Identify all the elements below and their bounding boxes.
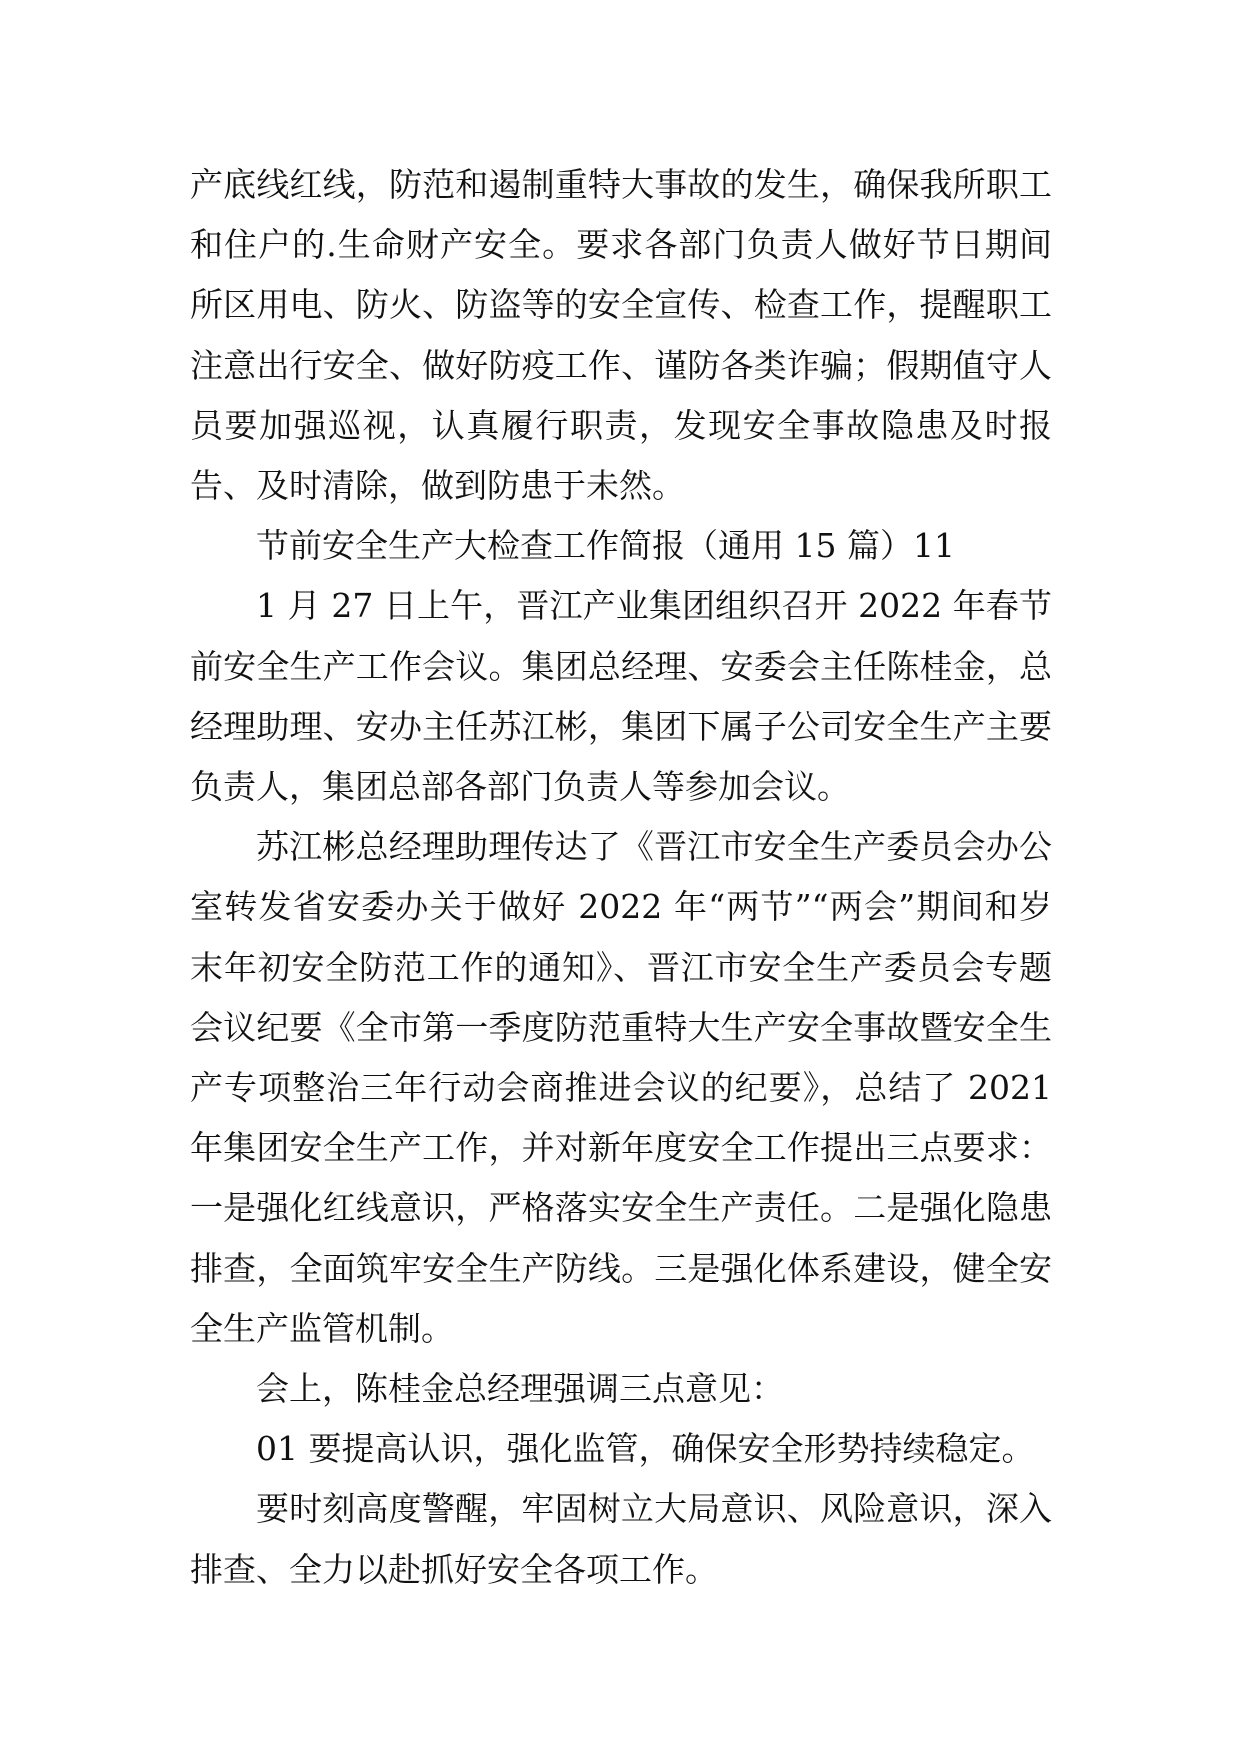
paragraph-point-01: 01 要提高认识，强化监管，确保安全形势持续稳定。 xyxy=(256,1429,1035,1469)
paragraph-requirements: 苏江彬总经理助理传达了《晋江市安全生产委员会办公室转发省安委办关于做好 2022 年“两节”“两会”期间和岁末年初安全防范工作的通知》、晋江市安全生产委员会专题会议纪要《全市第一季度防范重特大生产安全事故暨安全生产专项整治三年行动会商推进会议的纪要》，总结了 2021 年集团安全生产工作，并对新年度安全工作提出三点要求：一是强化红线意识，严格落实安全生产责任。二是强化隐患排查，全面筑牢安全生产防线。三是强化体系建设，健全安全生产监管机制。 xyxy=(190,827,1052,1348)
document-page xyxy=(190,155,1052,1600)
paragraph-meeting-intro: 1 月 27 日上午，晋江产业集团组织召开 2022 年春节前安全生产工作会议。集团总经理、安委会主任陈桂金，总经理助理、安办主任苏江彬，集团下属子公司安全生产主要负责人，集团总部各部门负责人等参加会议。 xyxy=(190,586,1052,807)
section-heading: 节前安全生产大检查工作简报（通用 15 篇）11 xyxy=(256,526,955,566)
paragraph-opinions-lead: 会上，陈桂金总经理强调三点意见： xyxy=(256,1369,784,1409)
paragraph-continuation: 产底线红线，防范和遏制重特大事故的发生，确保我所职工和住户的.生命财产安全。要求各部门负责人做好节日期间所区用电、防火、防盗等的安全宣传、检查工作，提醒职工注意出行安全、做好防疫工作、谨防各类诈骗；假期值守人员要加强巡视，认真履行职责，发现安全事故隐患及时报告、及时清除，做到防患于未然。 xyxy=(190,165,1052,506)
paragraph-point-01-detail: 要时刻高度警醒，牢固树立大局意识、风险意识，深入排查、全力以赴抓好安全各项工作。 xyxy=(190,1489,1052,1589)
